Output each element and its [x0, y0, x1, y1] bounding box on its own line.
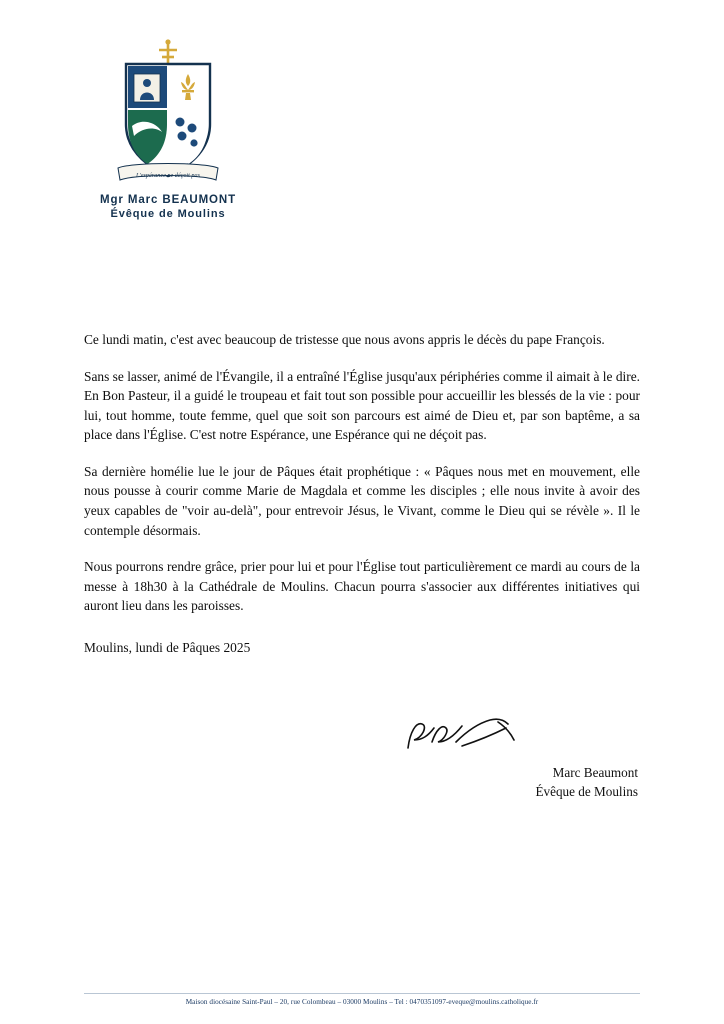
coat-of-arms-crest-icon	[112, 38, 224, 188]
paragraph-2: Sans se lasser, animé de l'Évangile, il a entraîné l'Église jusqu'aux périphéries comme il aimait à le dire. En Bon Pasteur, il a guidé le troupeau et fait tout son possible pour accueillir les blessés de la vie : pour lui, tout homme, toute femme, quel que soit son parcours est aimé de Dieu et, par son baptême, a sa place dans l'Église. C'est notre Espérance, une Espérance qui ne déçoit pas.	[84, 368, 640, 443]
signature-block	[84, 712, 640, 801]
letterhead	[68, 38, 268, 220]
page-footer	[0, 993, 724, 1006]
signature-role: Évêque de Moulins	[535, 783, 638, 799]
letter-body	[84, 330, 640, 657]
svg-text:L'espérance ne déçoit pas: L'espérance ne déçoit pas	[135, 172, 201, 179]
paragraph-3: Sa dernière homélie lue le jour de Pâques était prophétique : « Pâques nous met en mouvement, elle nous pousse à courir comme Marie de Magdala et comme les disciples ; elle nous invite à avoir des yeux capables de "voir au-delà", pour entrevoir Jésus, le Vivant, comme le Dieu qui se révèle ». Il le contemple désormais.	[84, 463, 640, 538]
letterhead-name: Mgr Marc BEAUMONT	[99, 194, 237, 206]
letterhead-title: Évêque de Moulins	[110, 208, 226, 220]
paragraph-4: Nous pourrons rendre grâce, prier pour lui et pour l'Église tout particulièrement ce mardi au cours de la messe à 18h30 à la Cathédrale de Moulins. Chacun pourra s'associer aux différentes initiatives qui auront lieu dans les paroisses.	[84, 559, 640, 614]
signature-name: Marc Beaumont	[552, 765, 638, 780]
handwritten-signature-icon	[84, 712, 640, 764]
footer-divider	[84, 993, 640, 994]
paragraph-1: Ce lundi matin, c'est avec beaucoup de tristesse que nous avons appris le décès du pape François.	[84, 332, 605, 347]
place-and-date: Moulins, lundi de Pâques 2025	[84, 639, 251, 655]
footer-text: Maison diocésaine Saint-Paul – 20, rue Colombeau – 03000 Moulins – Tel : 0470351097-eveque@moulins.catholique.fr	[185, 998, 539, 1006]
